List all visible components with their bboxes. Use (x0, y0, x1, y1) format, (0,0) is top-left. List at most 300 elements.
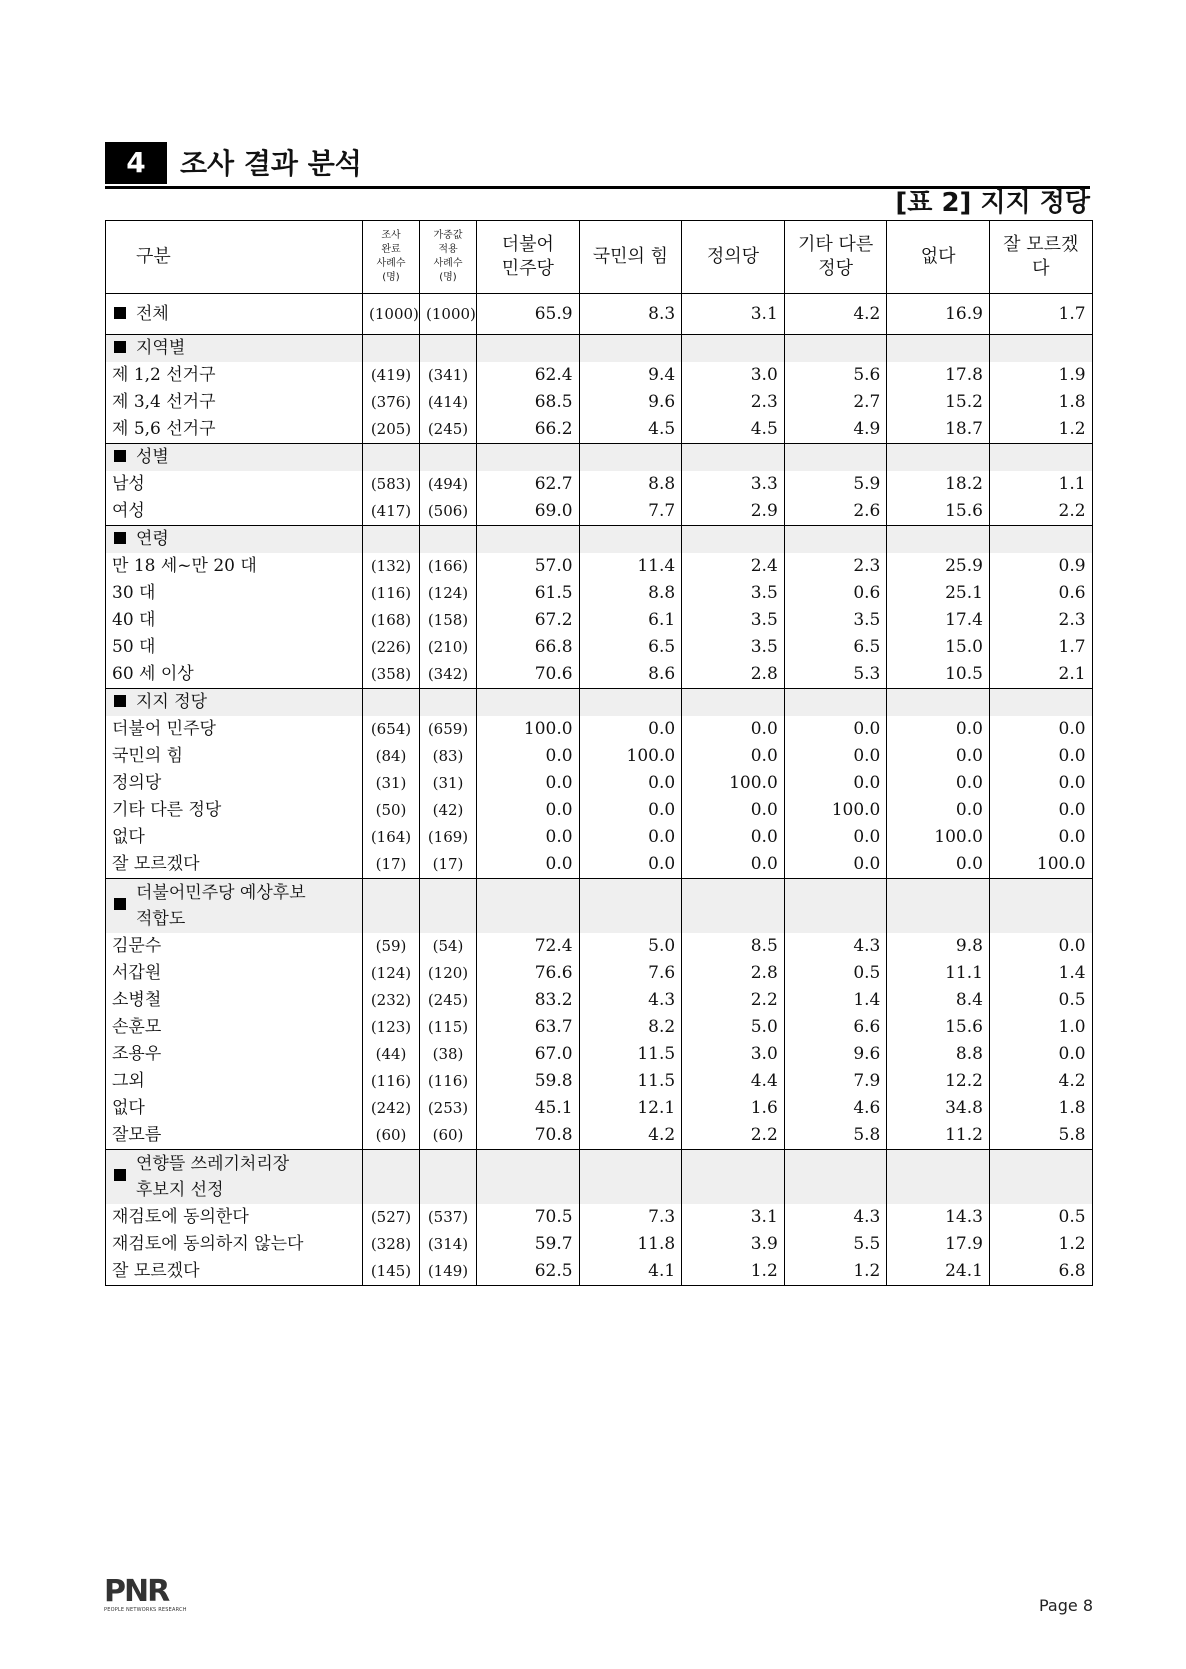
row-n-complete: (358) (363, 661, 420, 689)
total-value: 1.7 (989, 294, 1092, 335)
group-empty-cell (477, 1150, 580, 1205)
row-n-complete: (116) (363, 580, 420, 607)
row-value: 18.2 (887, 471, 990, 498)
row-value: 25.9 (887, 553, 990, 580)
row-n-complete: (132) (363, 553, 420, 580)
row-value: 0.0 (477, 851, 580, 879)
header-col: 더불어 민주당 (477, 221, 580, 294)
row-n-complete: (328) (363, 1231, 420, 1258)
row-label: 정의당 (106, 770, 363, 797)
row-n-weighted: (83) (420, 743, 477, 770)
row-label: 더불어 민주당 (106, 716, 363, 743)
row-value: 12.1 (579, 1095, 682, 1122)
total-row (106, 294, 1093, 335)
table-row (106, 960, 1093, 987)
row-value: 66.8 (477, 634, 580, 661)
row-value: 0.0 (989, 1041, 1092, 1068)
row-value: 0.0 (682, 851, 785, 879)
group-header-row (106, 444, 1093, 472)
header-col: 잘 모르겠다 (989, 221, 1092, 294)
group-empty-cell (420, 444, 477, 472)
group-empty-cell (887, 879, 990, 934)
row-label: 기타 다른 정당 (106, 797, 363, 824)
row-value: 100.0 (989, 851, 1092, 879)
row-value: 4.4 (682, 1068, 785, 1095)
row-value: 1.0 (989, 1014, 1092, 1041)
row-value: 4.9 (784, 416, 887, 444)
row-value: 59.7 (477, 1231, 580, 1258)
row-value: 0.5 (784, 960, 887, 987)
table-row (106, 362, 1093, 389)
row-label: 잘모름 (106, 1122, 363, 1150)
row-label: 조용우 (106, 1041, 363, 1068)
group-empty-cell (420, 1150, 477, 1205)
group-empty-cell (420, 335, 477, 363)
row-n-complete: (124) (363, 960, 420, 987)
row-value: 66.2 (477, 416, 580, 444)
group-empty-cell (363, 335, 420, 363)
row-value: 0.0 (784, 743, 887, 770)
row-value: 0.0 (579, 770, 682, 797)
group-empty-cell (887, 1150, 990, 1205)
row-value: 0.0 (579, 851, 682, 879)
row-label: 없다 (106, 824, 363, 851)
row-value: 0.0 (477, 770, 580, 797)
row-value: 11.4 (579, 553, 682, 580)
group-empty-cell (420, 526, 477, 554)
row-value: 0.0 (887, 851, 990, 879)
results-table (105, 220, 1093, 1286)
row-value: 3.5 (784, 607, 887, 634)
row-n-complete: (376) (363, 389, 420, 416)
row-label: 40 대 (106, 607, 363, 634)
group-empty-cell (477, 335, 580, 363)
group-empty-cell (784, 444, 887, 472)
group-empty-cell (682, 689, 785, 717)
row-value: 5.6 (784, 362, 887, 389)
group-empty-cell (579, 689, 682, 717)
table-row (106, 416, 1093, 444)
row-value: 0.0 (579, 824, 682, 851)
row-label: 없다 (106, 1095, 363, 1122)
group-empty-cell (363, 689, 420, 717)
group-empty-cell (682, 1150, 785, 1205)
row-value: 0.0 (989, 770, 1092, 797)
row-n-weighted: (342) (420, 661, 477, 689)
row-label: 소병철 (106, 987, 363, 1014)
row-value: 0.0 (887, 770, 990, 797)
row-n-complete: (527) (363, 1204, 420, 1231)
row-n-complete: (205) (363, 416, 420, 444)
row-n-weighted: (253) (420, 1095, 477, 1122)
row-label: 국민의 힘 (106, 743, 363, 770)
table-row (106, 1231, 1093, 1258)
table-row (106, 1258, 1093, 1286)
group-empty-cell (477, 689, 580, 717)
row-value: 0.0 (887, 716, 990, 743)
row-n-weighted: (414) (420, 389, 477, 416)
row-value: 0.0 (477, 824, 580, 851)
row-value: 11.5 (579, 1068, 682, 1095)
row-value: 8.8 (579, 471, 682, 498)
header-col: 기타 다른 정당 (784, 221, 887, 294)
table-row (106, 1014, 1093, 1041)
row-value: 100.0 (784, 797, 887, 824)
header-col: 정의당 (682, 221, 785, 294)
total-value: 16.9 (887, 294, 990, 335)
logo-subtext: PEOPLE NETWORKS RESEARCH (104, 1607, 187, 1613)
row-value: 11.5 (579, 1041, 682, 1068)
row-n-complete: (168) (363, 607, 420, 634)
row-value: 7.7 (579, 498, 682, 526)
square-bullet-icon (114, 695, 126, 707)
row-value: 4.3 (579, 987, 682, 1014)
square-bullet-icon (114, 307, 126, 319)
row-n-complete: (116) (363, 1068, 420, 1095)
row-value: 1.1 (989, 471, 1092, 498)
group-empty-cell (363, 444, 420, 472)
group-empty-cell (682, 526, 785, 554)
table-row (106, 716, 1093, 743)
table-row (106, 580, 1093, 607)
row-n-weighted: (210) (420, 634, 477, 661)
row-n-weighted: (115) (420, 1014, 477, 1041)
row-value: 15.6 (887, 1014, 990, 1041)
row-value: 100.0 (579, 743, 682, 770)
group-empty-cell (682, 444, 785, 472)
group-empty-cell (989, 1150, 1092, 1205)
row-label: 제 5,6 선거구 (106, 416, 363, 444)
row-value: 8.2 (579, 1014, 682, 1041)
row-value: 9.4 (579, 362, 682, 389)
row-n-complete: (164) (363, 824, 420, 851)
group-header-row (106, 1150, 1093, 1205)
row-value: 2.8 (682, 960, 785, 987)
row-value: 8.6 (579, 661, 682, 689)
row-value: 4.3 (784, 1204, 887, 1231)
row-value: 5.5 (784, 1231, 887, 1258)
row-n-weighted: (116) (420, 1068, 477, 1095)
group-title: 지역별 (106, 335, 363, 363)
row-value: 1.8 (989, 1095, 1092, 1122)
row-value: 2.2 (989, 498, 1092, 526)
row-value: 69.0 (477, 498, 580, 526)
row-value: 0.0 (989, 797, 1092, 824)
group-empty-cell (477, 879, 580, 934)
row-value: 2.3 (784, 553, 887, 580)
row-label: 60 세 이상 (106, 661, 363, 689)
row-value: 24.1 (887, 1258, 990, 1286)
row-value: 70.6 (477, 661, 580, 689)
header-col: 없다 (887, 221, 990, 294)
row-label: 제 1,2 선거구 (106, 362, 363, 389)
group-title: 지지 정당 (106, 689, 363, 717)
square-bullet-icon (114, 1169, 126, 1181)
group-title: 연향뜰 쓰레기처리장 후보지 선정 (106, 1150, 363, 1205)
table-row (106, 389, 1093, 416)
row-value: 3.1 (682, 1204, 785, 1231)
row-n-weighted: (38) (420, 1041, 477, 1068)
row-value: 68.5 (477, 389, 580, 416)
row-n-complete: (417) (363, 498, 420, 526)
row-value: 0.0 (579, 797, 682, 824)
total-value: 65.9 (477, 294, 580, 335)
row-value: 12.2 (887, 1068, 990, 1095)
header-n-complete: 조사 완료 사례수 (명) (363, 221, 420, 294)
row-value: 1.9 (989, 362, 1092, 389)
row-value: 4.3 (784, 933, 887, 960)
row-value: 2.3 (682, 389, 785, 416)
row-value: 61.5 (477, 580, 580, 607)
row-value: 62.7 (477, 471, 580, 498)
row-value: 3.5 (682, 634, 785, 661)
group-header-row (106, 526, 1093, 554)
table-row (106, 770, 1093, 797)
row-n-complete: (583) (363, 471, 420, 498)
row-value: 5.8 (784, 1122, 887, 1150)
total-value: 3.1 (682, 294, 785, 335)
row-value: 0.0 (682, 824, 785, 851)
row-value: 0.0 (784, 716, 887, 743)
row-value: 1.2 (784, 1258, 887, 1286)
row-value: 100.0 (887, 824, 990, 851)
row-value: 0.5 (989, 987, 1092, 1014)
row-n-weighted: (341) (420, 362, 477, 389)
row-n-weighted: (537) (420, 1204, 477, 1231)
group-empty-cell (989, 879, 1092, 934)
group-empty-cell (989, 335, 1092, 363)
row-n-complete: (232) (363, 987, 420, 1014)
row-value: 0.0 (989, 716, 1092, 743)
row-n-weighted: (494) (420, 471, 477, 498)
row-value: 1.6 (682, 1095, 785, 1122)
row-value: 5.0 (579, 933, 682, 960)
group-empty-cell (784, 335, 887, 363)
row-n-complete: (31) (363, 770, 420, 797)
table-row (106, 743, 1093, 770)
group-empty-cell (784, 526, 887, 554)
group-title: 연령 (106, 526, 363, 554)
row-value: 0.6 (989, 580, 1092, 607)
row-value: 0.0 (989, 824, 1092, 851)
group-empty-cell (363, 1150, 420, 1205)
group-empty-cell (784, 879, 887, 934)
section-title: 조사 결과 분석 (180, 147, 362, 180)
row-n-weighted: (31) (420, 770, 477, 797)
row-value: 5.0 (682, 1014, 785, 1041)
row-value: 83.2 (477, 987, 580, 1014)
group-header-row (106, 879, 1093, 934)
group-empty-cell (420, 879, 477, 934)
row-value: 63.7 (477, 1014, 580, 1041)
row-n-complete: (226) (363, 634, 420, 661)
group-empty-cell (477, 526, 580, 554)
row-value: 6.5 (579, 634, 682, 661)
group-empty-cell (887, 444, 990, 472)
table-title: [표 2] 지지 정당 (895, 188, 1090, 218)
table-row (106, 1041, 1093, 1068)
row-value: 62.4 (477, 362, 580, 389)
row-value: 1.2 (682, 1258, 785, 1286)
row-value: 76.6 (477, 960, 580, 987)
row-label: 재검토에 동의한다 (106, 1204, 363, 1231)
row-value: 62.5 (477, 1258, 580, 1286)
row-label: 김문수 (106, 933, 363, 960)
group-empty-cell (887, 689, 990, 717)
row-value: 0.0 (579, 716, 682, 743)
group-empty-cell (989, 444, 1092, 472)
row-n-complete: (59) (363, 933, 420, 960)
row-value: 2.2 (682, 987, 785, 1014)
row-value: 7.6 (579, 960, 682, 987)
header-n-weighted: 가중값 적용 사례수 (명) (420, 221, 477, 294)
row-n-complete: (60) (363, 1122, 420, 1150)
row-label: 만 18 세~만 20 대 (106, 553, 363, 580)
logo-text: PNR (104, 1574, 169, 1609)
row-n-weighted: (42) (420, 797, 477, 824)
table-row (106, 824, 1093, 851)
row-value: 0.0 (682, 716, 785, 743)
group-empty-cell (579, 335, 682, 363)
row-value: 25.1 (887, 580, 990, 607)
row-value: 0.9 (989, 553, 1092, 580)
row-value: 100.0 (477, 716, 580, 743)
row-value: 6.5 (784, 634, 887, 661)
row-value: 45.1 (477, 1095, 580, 1122)
header-row (106, 221, 1093, 294)
row-value: 0.0 (887, 743, 990, 770)
group-empty-cell (579, 1150, 682, 1205)
row-value: 6.8 (989, 1258, 1092, 1286)
row-value: 0.0 (682, 797, 785, 824)
row-value: 2.6 (784, 498, 887, 526)
row-value: 67.2 (477, 607, 580, 634)
square-bullet-icon (114, 341, 126, 353)
square-bullet-icon (114, 898, 126, 910)
row-label: 재검토에 동의하지 않는다 (106, 1231, 363, 1258)
row-n-weighted: (169) (420, 824, 477, 851)
row-value: 10.5 (887, 661, 990, 689)
table-row (106, 634, 1093, 661)
table-row (106, 607, 1093, 634)
row-value: 4.1 (579, 1258, 682, 1286)
group-empty-cell (420, 689, 477, 717)
row-n-complete: (145) (363, 1258, 420, 1286)
row-value: 8.5 (682, 933, 785, 960)
section-header (105, 142, 1090, 189)
row-value: 11.1 (887, 960, 990, 987)
row-value: 6.1 (579, 607, 682, 634)
row-value: 34.8 (887, 1095, 990, 1122)
row-value: 2.7 (784, 389, 887, 416)
row-value: 17.8 (887, 362, 990, 389)
row-n-complete: (654) (363, 716, 420, 743)
row-value: 0.5 (989, 1204, 1092, 1231)
row-value: 18.7 (887, 416, 990, 444)
table-row (106, 553, 1093, 580)
row-value: 3.9 (682, 1231, 785, 1258)
row-value: 5.8 (989, 1122, 1092, 1150)
row-n-weighted: (158) (420, 607, 477, 634)
row-n-weighted: (60) (420, 1122, 477, 1150)
row-value: 70.5 (477, 1204, 580, 1231)
row-value: 0.0 (477, 797, 580, 824)
row-value: 8.8 (579, 580, 682, 607)
square-bullet-icon (114, 532, 126, 544)
table-row (106, 1095, 1093, 1122)
row-value: 0.0 (989, 743, 1092, 770)
group-empty-cell (682, 335, 785, 363)
row-value: 8.8 (887, 1041, 990, 1068)
row-value: 0.0 (682, 743, 785, 770)
group-empty-cell (579, 526, 682, 554)
row-value: 5.9 (784, 471, 887, 498)
row-label: 잘 모르겠다 (106, 1258, 363, 1286)
group-empty-cell (784, 689, 887, 717)
row-value: 0.0 (989, 933, 1092, 960)
row-label: 잘 모르겠다 (106, 851, 363, 879)
row-n-weighted: (124) (420, 580, 477, 607)
table-row (106, 987, 1093, 1014)
row-value: 1.4 (784, 987, 887, 1014)
row-value: 3.5 (682, 580, 785, 607)
row-label: 제 3,4 선거구 (106, 389, 363, 416)
group-title: 성별 (106, 444, 363, 472)
table-row (106, 498, 1093, 526)
row-label: 서갑원 (106, 960, 363, 987)
group-empty-cell (682, 879, 785, 934)
table-row (106, 797, 1093, 824)
row-value: 9.8 (887, 933, 990, 960)
row-label: 그외 (106, 1068, 363, 1095)
group-empty-cell (477, 444, 580, 472)
row-value: 3.0 (682, 362, 785, 389)
row-value: 1.7 (989, 634, 1092, 661)
row-value: 4.2 (579, 1122, 682, 1150)
group-empty-cell (887, 335, 990, 363)
row-value: 0.0 (784, 770, 887, 797)
row-value: 59.8 (477, 1068, 580, 1095)
row-value: 14.3 (887, 1204, 990, 1231)
row-n-complete: (123) (363, 1014, 420, 1041)
row-value: 5.3 (784, 661, 887, 689)
row-value: 72.4 (477, 933, 580, 960)
row-label: 30 대 (106, 580, 363, 607)
row-value: 4.5 (682, 416, 785, 444)
row-value: 0.0 (784, 851, 887, 879)
row-n-weighted: (245) (420, 416, 477, 444)
total-value: 8.3 (579, 294, 682, 335)
row-value: 11.2 (887, 1122, 990, 1150)
row-value: 2.8 (682, 661, 785, 689)
section-number: 4 (105, 142, 167, 184)
group-empty-cell (363, 879, 420, 934)
row-value: 9.6 (784, 1041, 887, 1068)
group-header-row (106, 689, 1093, 717)
row-value: 2.2 (682, 1122, 785, 1150)
total-value: 4.2 (784, 294, 887, 335)
row-n-complete: (44) (363, 1041, 420, 1068)
row-label: 50 대 (106, 634, 363, 661)
row-value: 17.4 (887, 607, 990, 634)
row-value: 1.4 (989, 960, 1092, 987)
row-n-weighted: (120) (420, 960, 477, 987)
table-row (106, 1068, 1093, 1095)
row-n-weighted: (245) (420, 987, 477, 1014)
row-n-weighted: (149) (420, 1258, 477, 1286)
row-value: 1.8 (989, 389, 1092, 416)
row-n-weighted: (659) (420, 716, 477, 743)
